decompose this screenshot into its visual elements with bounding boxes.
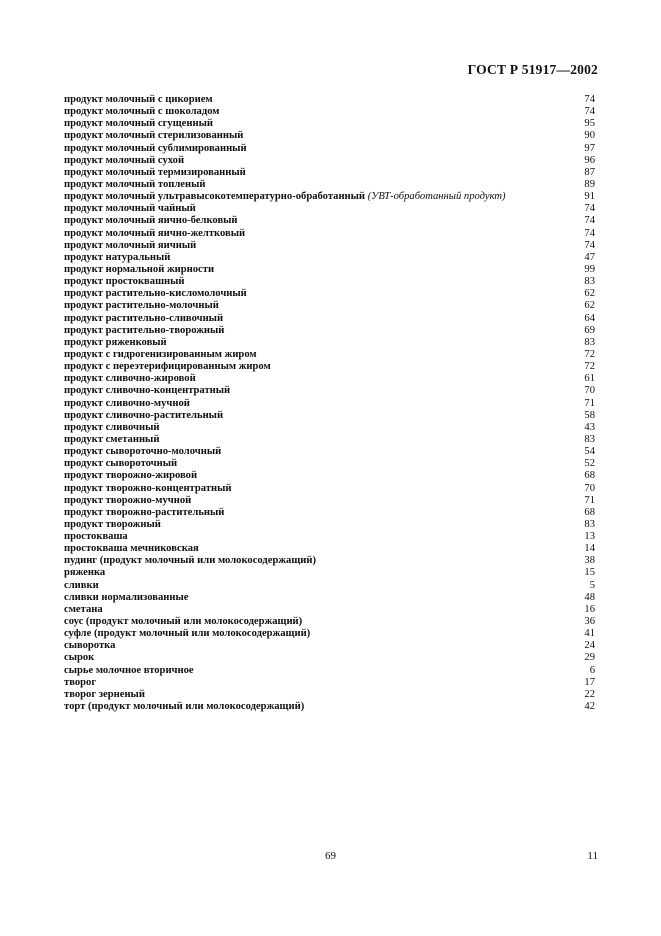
index-term (64, 507, 224, 519)
index-entry (64, 446, 595, 458)
index-term-text: соус (продукт молочный или молокосодержащий) (64, 616, 303, 628)
index-entry (64, 167, 595, 179)
index-page-ref: 69 (584, 324, 595, 336)
index-term (64, 288, 247, 300)
index-term-text: творог (64, 676, 97, 688)
index-page-ref: 17 (584, 676, 595, 688)
index-term-text: сыворотка (64, 640, 116, 652)
index-entry (64, 300, 595, 312)
index-term-text: продукт молочный яично-желтковый (64, 227, 246, 239)
index-entry (64, 434, 595, 446)
index-term (64, 264, 214, 276)
index-entry (64, 155, 595, 167)
index-page-ref: 87 (584, 166, 595, 178)
index-term (64, 143, 247, 155)
index-entry (64, 628, 595, 640)
index-term (64, 252, 170, 264)
index-term (64, 106, 220, 118)
index-entry (64, 616, 595, 628)
index-page-ref: 43 (584, 421, 595, 433)
index-entry (64, 689, 595, 701)
index-term (64, 483, 232, 495)
index-term (64, 495, 191, 507)
index-page-ref: 74 (584, 227, 595, 239)
index-entry (64, 106, 595, 118)
index-page-ref: 47 (584, 251, 595, 263)
index-term-text: продукт ряженковый (64, 336, 167, 348)
index-entry (64, 531, 595, 543)
index-term (64, 203, 196, 215)
index-term-text: продукт сметанный (64, 433, 160, 445)
index-entry (64, 337, 595, 349)
index-page-ref: 68 (584, 506, 595, 518)
index-term-text: пудинг (продукт молочный или молокосодержащий) (64, 555, 317, 567)
index-entry (64, 215, 595, 227)
index-term-text: продукт молочный сублимированный (64, 142, 247, 154)
index-term-text: продукт молочный с цикорием (64, 94, 213, 105)
index-entry (64, 665, 595, 677)
index-entry (64, 228, 595, 240)
index-entry (64, 143, 595, 155)
index-term (64, 616, 302, 628)
index-term (64, 228, 245, 240)
index-term (64, 652, 94, 664)
index-term (64, 470, 197, 482)
index-term-text: ряженка (64, 567, 106, 579)
index-term-text: продукт молочный сухой (64, 154, 185, 166)
index-term (64, 567, 105, 579)
index-entry (64, 567, 595, 579)
index-page-ref: 99 (584, 263, 595, 275)
index-term-text: продукт молочный чайный (64, 203, 196, 215)
index-entry (64, 179, 595, 191)
sheet-number: 11 (587, 850, 598, 862)
index-entry (64, 94, 595, 106)
index-page-ref: 41 (584, 628, 595, 640)
index-term-text: сырок (64, 652, 95, 664)
index-page-ref: 48 (584, 591, 595, 603)
index-term (64, 543, 199, 555)
index-term-text: сырье молочное вторичное (64, 664, 194, 676)
index-term (64, 604, 103, 616)
index-page-ref: 74 (584, 94, 595, 105)
index-term-text: продукт молочный яичный (64, 239, 197, 251)
index-entry (64, 240, 595, 252)
index-term (64, 373, 196, 385)
index-entry (64, 325, 595, 337)
index-term-text: сметана (64, 603, 103, 615)
index-entry (64, 592, 595, 604)
index-entry (64, 349, 595, 361)
page-number: 69 (325, 850, 336, 862)
index-term (64, 155, 184, 167)
index-entry (64, 361, 595, 373)
index-term-text: простокваша (64, 531, 128, 543)
index-page-ref: 62 (584, 300, 595, 312)
index-term-text: продукт творожно-растительный (64, 506, 225, 518)
index-term (64, 349, 257, 361)
index-term (64, 458, 177, 470)
index-term (64, 422, 159, 434)
index-entry (64, 640, 595, 652)
index-term (64, 215, 238, 227)
index-entry (64, 555, 595, 567)
index-term-text: торт (продукт молочный или молокосодержащий) (64, 701, 305, 713)
index-term-text: продукт сливочно-растительный (64, 409, 224, 421)
index-entry (64, 604, 595, 616)
index-term (64, 677, 96, 689)
index-term-text: продукт творожный (64, 518, 161, 530)
index-page-ref: 52 (584, 458, 595, 470)
index-page-ref: 42 (584, 701, 595, 713)
index-term-text: продукт молочный сгущенный (64, 118, 213, 130)
index-page-ref: 54 (584, 446, 595, 458)
index-term-text: продукт с гидрогенизированным жиром (64, 348, 257, 360)
index-term (64, 325, 224, 337)
index-page-ref: 74 (584, 239, 595, 251)
index-entry (64, 483, 595, 495)
index-page-ref: 22 (584, 688, 595, 700)
index-term-text: продукт сывороточно-молочный (64, 446, 222, 458)
index-page-ref: 38 (584, 555, 595, 567)
index-term (64, 628, 310, 640)
index-page-ref: 90 (584, 130, 595, 142)
index-page-ref: 96 (584, 154, 595, 166)
index-term-note: (УВТ-обработанный продукт) (367, 191, 506, 203)
index-page-ref: 83 (584, 518, 595, 530)
index-term (64, 592, 188, 604)
index-term-text: продукт сливочно-мучной (64, 397, 190, 409)
index-page-ref: 74 (584, 215, 595, 227)
index-page-ref: 83 (584, 276, 595, 288)
index-entry (64, 398, 595, 410)
index-term (64, 191, 506, 203)
index-term (64, 118, 213, 130)
index-term (64, 434, 159, 446)
index-page-ref: 68 (584, 470, 595, 482)
index-page-ref: 62 (584, 288, 595, 300)
index-entry (64, 252, 595, 264)
index-term-text: продукт растительно-кисломолочный (64, 288, 247, 300)
index-page-ref: 72 (584, 348, 595, 360)
index-term (64, 555, 316, 567)
index-entry (64, 507, 595, 519)
index-term (64, 167, 246, 179)
index-entry (64, 470, 595, 482)
index-page-ref: 71 (584, 494, 595, 506)
index-term-text: продукт растительно-молочный (64, 300, 219, 312)
index-page-ref: 95 (584, 118, 595, 130)
index-term (64, 531, 128, 543)
index-entry (64, 701, 595, 713)
index-entry (64, 385, 595, 397)
index-term (64, 276, 185, 288)
index-term-text: продукт сливочно-жировой (64, 373, 196, 385)
index-page-ref: 15 (584, 567, 595, 579)
alphabetical-index-list (64, 94, 595, 713)
index-entry (64, 458, 595, 470)
index-page-ref: 74 (584, 203, 595, 215)
index-term (64, 300, 219, 312)
index-term-text: сливки (64, 579, 99, 591)
index-page-ref: 29 (584, 652, 595, 664)
index-entry (64, 543, 595, 555)
index-term-text: продукт молочный стерилизованный (64, 130, 244, 142)
index-entry (64, 264, 595, 276)
index-page-ref: 61 (584, 373, 595, 385)
index-page-ref: 97 (584, 142, 595, 154)
index-page-ref: 91 (584, 191, 595, 203)
index-term (64, 398, 190, 410)
index-term-text: продукт натуральный (64, 251, 171, 263)
index-entry (64, 118, 595, 130)
index-term-text: продукт молочный термизированный (64, 166, 246, 178)
index-term (64, 179, 206, 191)
index-term-text: суфле (продукт молочный или молокосодержащий) (64, 628, 311, 640)
index-term-text: продукт молочный топленый (64, 178, 206, 190)
index-term-text: продукт растительно-сливочный (64, 312, 224, 324)
index-entry (64, 422, 595, 434)
index-term-text: продукт творожно-концентратный (64, 482, 232, 494)
index-page-ref: 72 (584, 361, 595, 373)
index-page-ref: 6 (589, 664, 595, 676)
document-header-title: ГОСТ Р 51917—2002 (467, 62, 598, 77)
index-term-text: продукт молочный ультравысокотемпературно-обработанный (64, 191, 366, 203)
index-entry (64, 495, 595, 507)
index-entry (64, 677, 595, 689)
index-page-ref: 64 (584, 312, 595, 324)
index-page-ref: 13 (584, 531, 595, 543)
index-term (64, 240, 196, 252)
index-entry (64, 203, 595, 215)
index-term-text: творог зерненый (64, 688, 145, 700)
index-page-ref: 14 (584, 543, 595, 555)
index-page-ref: 24 (584, 640, 595, 652)
index-term (64, 313, 223, 325)
index-term (64, 446, 221, 458)
index-term-text: продукт молочный с шоколадом (64, 106, 220, 118)
index-term (64, 665, 194, 677)
index-entry (64, 519, 595, 531)
index-page-ref: 83 (584, 336, 595, 348)
index-page-ref: 16 (584, 603, 595, 615)
index-term-text: сливки нормализованные (64, 591, 189, 603)
index-term (64, 337, 167, 349)
index-term-text: продукт растительно-творожный (64, 324, 225, 336)
index-entry (64, 652, 595, 664)
index-term (64, 640, 115, 652)
index-entry (64, 410, 595, 422)
index-term (64, 130, 243, 142)
index-term (64, 385, 230, 397)
index-term (64, 701, 304, 713)
index-page-ref: 58 (584, 409, 595, 421)
index-page-ref: 83 (584, 433, 595, 445)
index-term (64, 689, 145, 701)
index-page-ref: 36 (584, 616, 595, 628)
index-term-text: продукт сывороточный (64, 458, 178, 470)
index-term-text: продукт творожно-мучной (64, 494, 192, 506)
index-term-text: простокваша мечниковская (64, 543, 199, 555)
index-page-ref: 71 (584, 397, 595, 409)
index-term-text: продукт простоквашный (64, 276, 185, 288)
index-term (64, 410, 223, 422)
index-term-text: продукт творожно-жировой (64, 470, 198, 482)
index-term-text: продукт сливочный (64, 421, 160, 433)
index-page-ref: 70 (584, 385, 595, 397)
index-entry (64, 313, 595, 325)
index-term-text: продукт молочный яично-белковый (64, 215, 238, 227)
index-page-ref: 74 (584, 106, 595, 118)
index-entry (64, 191, 595, 203)
index-term (64, 361, 271, 373)
index-term-text: продукт нормальной жирности (64, 263, 215, 275)
index-term-text: продукт с переэтерифицированным жиром (64, 361, 271, 373)
index-page-ref: 5 (589, 579, 595, 591)
index-entry (64, 130, 595, 142)
index-page-ref: 70 (584, 482, 595, 494)
index-entry (64, 580, 595, 592)
index-term (64, 94, 213, 106)
index-term-text: продукт сливочно-концентратный (64, 385, 231, 397)
index-page-ref: 89 (584, 178, 595, 190)
index-entry (64, 373, 595, 385)
index-entry (64, 288, 595, 300)
index-entry (64, 276, 595, 288)
index-term (64, 580, 99, 592)
index-term (64, 519, 161, 531)
